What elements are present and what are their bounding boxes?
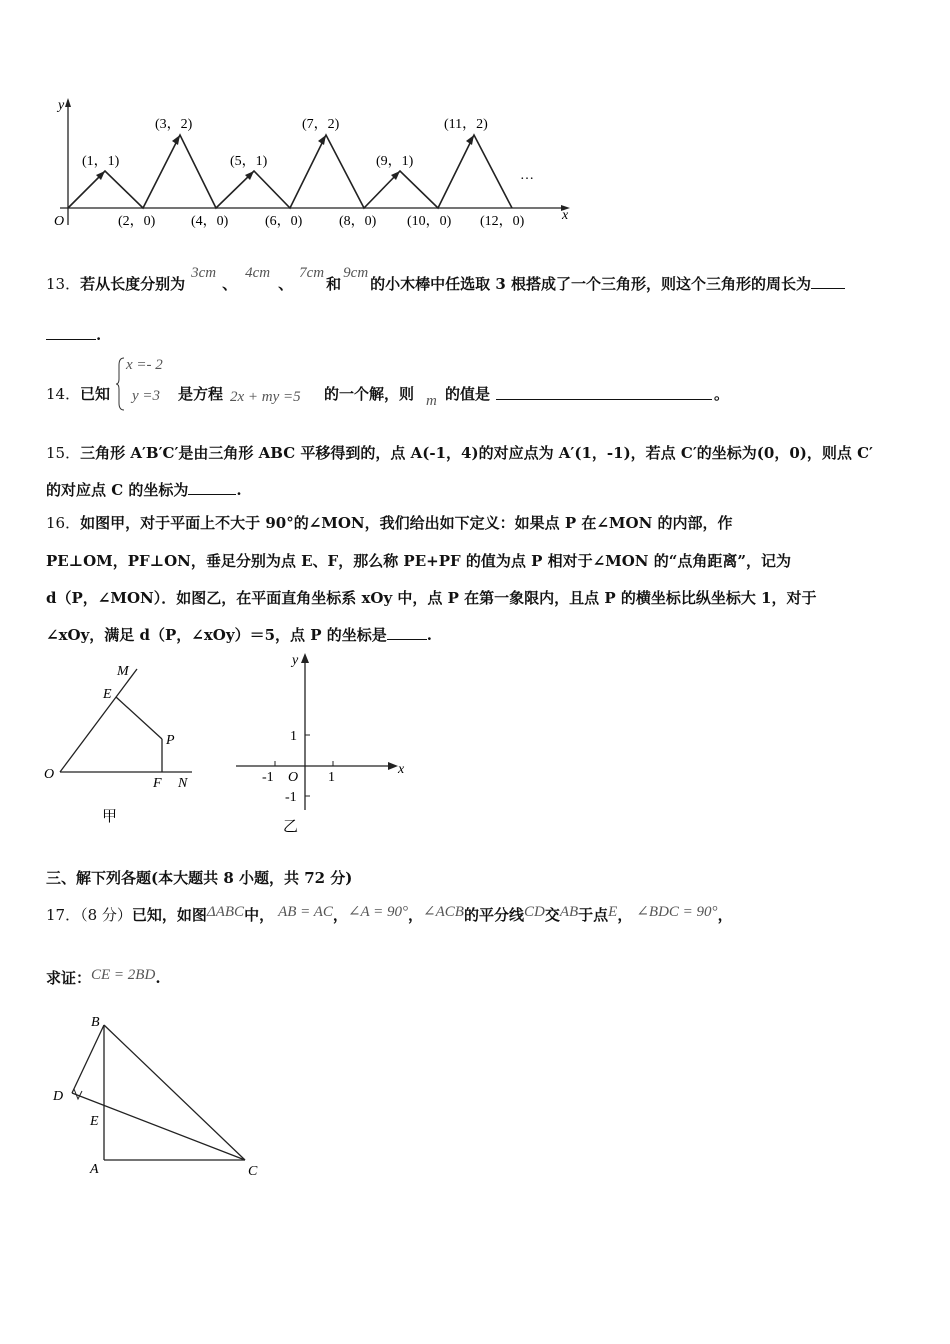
bottom-label: (6，0) xyxy=(265,214,303,229)
q13-continued xyxy=(46,325,101,345)
y-axis-label: y xyxy=(58,98,65,113)
bottom-label: (8，0) xyxy=(339,214,377,229)
peak-small-label: (5，1) xyxy=(230,154,268,169)
q14-answer-blank[interactable] xyxy=(496,385,712,400)
q17-angle-bdc: ∠BDC = 90° xyxy=(636,904,718,920)
label-B: B xyxy=(91,1015,100,1030)
label-D: D xyxy=(53,1089,64,1104)
q13-length-4: 4cm xyxy=(245,265,271,281)
q16-line-4: ∠xOy，满足 d（P，∠xOy）＝5，点 P 的坐标是 xyxy=(46,626,387,644)
q16-line-2: PE⊥OM，PF⊥ON，垂足分别为点 E、F，那么称 PE+PF 的值为点 P 相对于∠MON 的“点角距离”，记为 xyxy=(46,552,792,570)
bottom-label: (12，0) xyxy=(480,214,525,229)
q13-and: 和 xyxy=(326,275,342,293)
q17-proof-label: 求证： xyxy=(46,969,92,987)
q17-ab: AB xyxy=(559,904,579,920)
peak-small-label: (9，1) xyxy=(376,154,414,169)
q14-end: 。 xyxy=(714,385,730,403)
q16-line-3: d（P，∠MON）．如图乙，在平面直角坐标系 xOy 中，点 P 在第一象限内，且点 P 的横坐标比纵坐标大 1，对于 xyxy=(46,589,817,607)
q17-text: 的平分线 xyxy=(463,906,524,924)
q13-length-7: 7cm xyxy=(299,265,325,281)
tick-x-neg1: -1 xyxy=(262,770,274,785)
q16-line-1: 如图甲，对于平面上不大于 90°的∠MON，我们给出如下定义：如果点 P 在∠MON 的内部，作 xyxy=(80,514,733,532)
q13-text-2: 的小木棒中任选取 3 根搭成了一个三角形，则这个三角形的周长为 xyxy=(370,275,812,293)
q17-sep: ， xyxy=(717,906,733,924)
q13-end: . xyxy=(96,326,102,344)
q16-number: 16． xyxy=(46,514,81,532)
q17-text: 已知，如图 xyxy=(131,906,207,924)
q13-length-3: 3cm xyxy=(191,265,217,281)
q17-angle-a: ∠A = 90° xyxy=(347,904,409,920)
q14-equation: 2x + my =5 xyxy=(230,389,301,405)
q13-length-9: 9cm xyxy=(343,265,369,281)
q13-number: 13． xyxy=(46,275,81,293)
origin-label: O xyxy=(54,214,65,229)
q17-end: . xyxy=(155,969,161,987)
q15-line-2: 的对应点 C 的坐标为 xyxy=(46,481,189,499)
origin-O: O xyxy=(288,770,299,785)
caption-yi: 乙 xyxy=(283,819,299,835)
q17-e: E xyxy=(608,904,618,920)
q15-line-1: 三角形 A′B′C′是由三角形 ABC 平移得到的，点 A(-1，4)的对应点为 A′(1，-1)，若点 C′的坐标为(0，0)，则点 C′ xyxy=(80,444,873,462)
axis-x-label: x xyxy=(398,762,405,777)
question-17 xyxy=(46,905,733,926)
figure-17 xyxy=(45,1005,275,1185)
q17-text: 于点 xyxy=(578,906,609,924)
q16-end: . xyxy=(426,626,432,644)
section-3-title: 三、解下列各题(本大题共 8 小题，共 72 分) xyxy=(46,869,353,887)
label-P: P xyxy=(166,733,175,748)
label-E: E xyxy=(103,687,112,702)
q17-text: 中， xyxy=(244,906,275,924)
q15-answer-blank[interactable] xyxy=(188,480,236,495)
q17-sep: ， xyxy=(617,906,633,924)
bottom-label: (4，0) xyxy=(191,214,229,229)
tick-y-1: 1 xyxy=(290,729,297,744)
q17-proof-statement: CE = 2BD xyxy=(91,967,156,983)
q17-angle-acb: ∠ACB xyxy=(423,904,464,920)
q17-text: 交 xyxy=(544,906,560,924)
q17-cd: CD xyxy=(523,904,545,920)
q14-text-4: 的值是 xyxy=(445,385,491,403)
label-M: M xyxy=(117,664,129,679)
q14-variable-m: m xyxy=(426,393,437,409)
q17-triangle: ΔABC xyxy=(206,904,245,920)
question-14 xyxy=(46,355,926,415)
q14-system-line-2: y =3 xyxy=(132,388,161,404)
peak-big-label: (3，2) xyxy=(155,117,193,132)
q16-line-4-row xyxy=(46,625,432,645)
q17-proof-row xyxy=(46,968,161,989)
label-A: A xyxy=(90,1162,99,1177)
label-O: O xyxy=(44,767,55,782)
caption-jia: 甲 xyxy=(102,809,118,825)
question-16 xyxy=(46,513,733,533)
q14-number: 14． xyxy=(46,385,81,403)
label-E: E xyxy=(90,1114,99,1129)
q13-sep: 、 xyxy=(278,275,294,293)
question-13 xyxy=(46,265,845,295)
q16-answer-blank[interactable] xyxy=(387,625,427,640)
figure-yi xyxy=(230,648,415,838)
q15-line-2-row xyxy=(46,480,242,500)
peak-big-label: (7，2) xyxy=(302,117,340,132)
axis-y-label: y xyxy=(292,653,299,668)
q13-text: 若从长度分别为 xyxy=(80,275,186,293)
figure-jia xyxy=(40,655,205,830)
q14-text-2: 是方程 xyxy=(178,385,224,403)
x-axis-label: x xyxy=(562,208,569,223)
label-C: C xyxy=(248,1164,258,1179)
peak-small-label: (1，1) xyxy=(82,154,120,169)
q15-end: . xyxy=(236,481,242,499)
q17-sep: ， xyxy=(408,906,424,924)
q13-answer-blank[interactable] xyxy=(811,274,845,289)
q17-number: 17． xyxy=(46,906,81,924)
tick-y-neg1: -1 xyxy=(285,790,297,805)
q17-sep: ， xyxy=(332,906,348,924)
peak-big-label: (11，2) xyxy=(444,117,488,132)
question-15 xyxy=(46,443,873,463)
q17-score: （8 分） xyxy=(80,906,132,924)
label-F: F xyxy=(153,776,162,791)
bottom-label: (10，0) xyxy=(407,214,452,229)
ellipsis: … xyxy=(520,168,534,183)
bottom-label: (2，0) xyxy=(118,214,156,229)
q14-brace xyxy=(115,357,125,411)
q14-text-3: 的一个解，则 xyxy=(324,385,415,403)
q15-number: 15． xyxy=(46,444,81,462)
label-N: N xyxy=(178,776,188,791)
q13-answer-blank-cont[interactable] xyxy=(46,325,96,340)
q13-sep: 、 xyxy=(222,275,238,293)
tick-x-1: 1 xyxy=(328,770,335,785)
q14-text: 已知 xyxy=(80,385,111,403)
zigzag-figure xyxy=(40,95,585,235)
q17-ab-eq-ac: AB = AC xyxy=(278,904,333,920)
q14-system-line-1: x =- 2 xyxy=(126,357,163,373)
